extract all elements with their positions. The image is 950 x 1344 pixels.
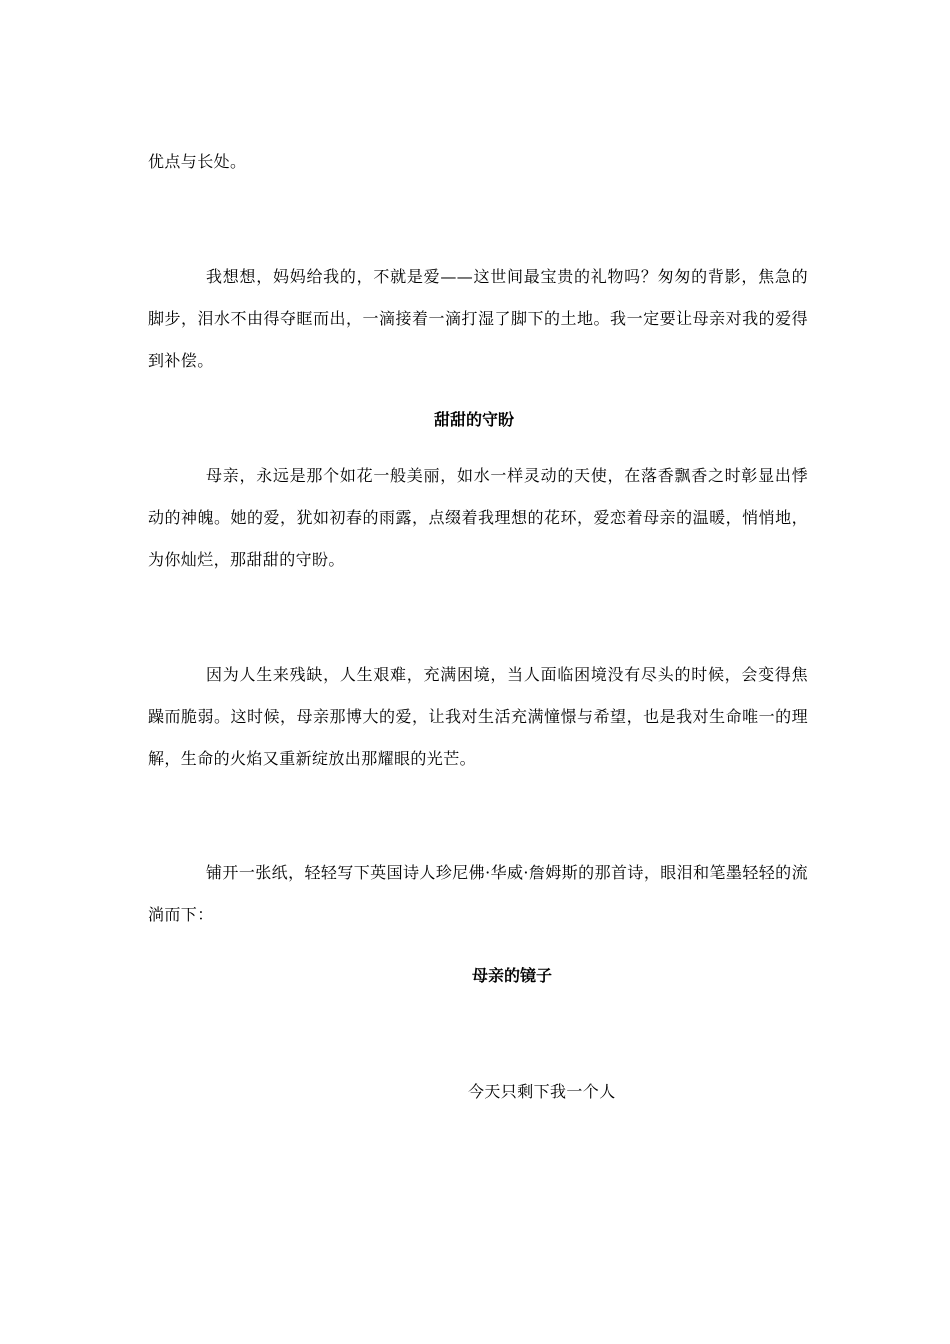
section-heading-sweet-waiting: 甜甜的守盼 xyxy=(434,410,515,429)
paragraph-life-hardship: 因为人生来残缺，人生艰难，充满困境，当人面临困境没有尽头的时候，会变得焦躁而脆弱。这时候，母亲那博大的爱，让我对生活充满憧憬与希望，也是我对生命唯一的理解，生命的火焰又重新绽放出那耀眼的光芒。 xyxy=(148,665,808,768)
paragraph-mother-angel: 母亲，永远是那个如花一般美丽，如水一样灵动的天使，在落香飘香之时彰显出悸动的神魄。她的爱，犹如初春的雨露，点缀着我理想的花环，爱恋着母亲的温暖，悄悄地，为你灿烂，那甜甜的守盼。 xyxy=(148,466,808,569)
poem-line: 今天只剩下我一个人 xyxy=(468,1082,616,1101)
poem-title: 母亲的镜子 xyxy=(472,966,553,985)
paragraph-mother-gift: 我想想，妈妈给我的，不就是爱——这世间最宝贵的礼物吗？匆匆的背影，焦急的脚步，泪水不由得夺眶而出，一滴接着一滴打湿了脚下的土地。我一定要让母亲对我的爱得到补偿。 xyxy=(148,267,808,370)
paragraph-poem-intro: 铺开一张纸，轻轻写下英国诗人珍尼佛·华威·詹姆斯的那首诗，眼泪和笔墨轻轻的流淌而下： xyxy=(148,863,808,924)
paragraph-continuation: 优点与长处。 xyxy=(148,152,247,171)
